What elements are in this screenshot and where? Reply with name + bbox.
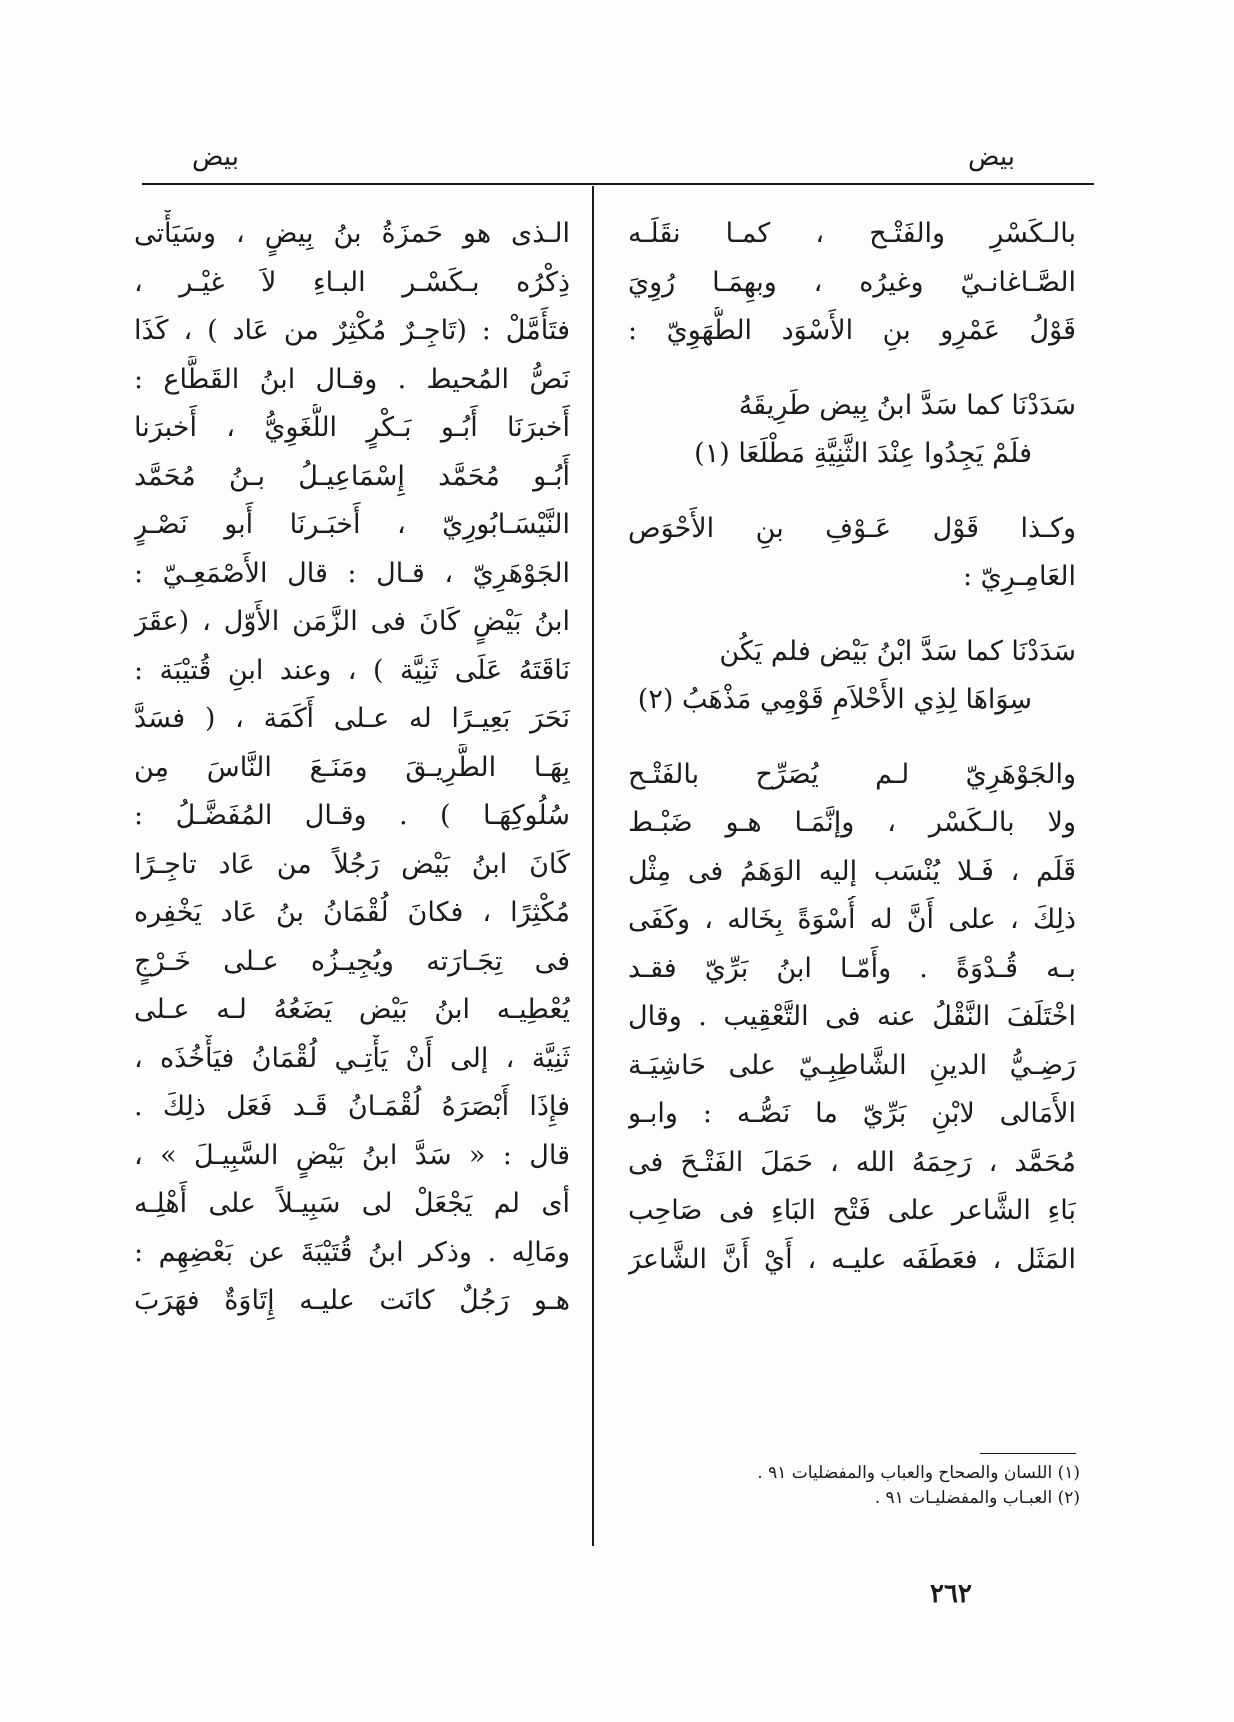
text-line: بالـكَسْرِ والفَتْـح ، كمـا نقَلَـه: [628, 218, 1076, 249]
text-line: العَامِـرِيّ :: [962, 561, 1076, 592]
text-line: نَاقَتَهُ عَلَى ثَنِيَّة ) ، وعند ابنِ قُتيْبَة :: [134, 654, 570, 686]
text-line: الجَوْهَرِيّ ، قـال : قال الأَصْمَعِـيّ :: [134, 557, 570, 589]
text-line: سُلُوكِهَـا ) . وقـال المُفَضَّـلُ :: [134, 800, 570, 831]
footnote: (١) اللسان والصحاح والعباب والمفضليات ٩١ .: [757, 1463, 1080, 1483]
text-line: ومَالِه . وذكر ابنُ قُتَيْبَةَ عن بَعْضِهِم :: [134, 1236, 570, 1268]
text-line: أَبُـو مُحَمَّد إِسْمَاعِيـلُ بـنُ مُحَمَّد: [134, 460, 570, 492]
verse-line: سَدَدْنَا كما سَدَّ ابنُ بِيض طَرِيقَهُ: [738, 389, 1076, 421]
text-line: يُعْطِيـه ابنُ بَيْض يَضَعُهُ لـه عـلى: [134, 994, 570, 1025]
right-column: [628, 210, 1076, 1284]
text-line: ذلِكَ ، على أَنَّ له أُسْوَةً بِخَاله ، وكَفَى: [628, 904, 1076, 935]
text-line: بَاءِ الشَّاعر على فَتْح البَاءِ فى صَاحِب: [628, 1195, 1076, 1226]
text-line: فى تِجَـارَته ويُجِيـزُه عـلى خَـرْجٍ: [134, 945, 570, 977]
text-line: فإِذَا أَبْصَرَهُ لُقْمَـانُ قَـد فَعَل ذلِكَ .: [134, 1091, 570, 1122]
text-line: اخْتَلَفَ النَّقْلُ عنه فى التَّعْقِيب . وقال: [628, 1001, 1076, 1032]
running-header-right: بيض: [968, 142, 1015, 172]
text-line: نَصُّ المُحيط . وقـال ابنُ القَطَّاع :: [134, 363, 570, 395]
spacer: [628, 725, 1076, 751]
footnote-rule: [980, 1453, 1076, 1454]
text-line: قَوْلُ عَمْرِو بنِ الأَسْوَد الطُّهَوِيّ :: [628, 315, 1076, 346]
text-line: مُكْثِرًا ، فكانَ لُقْمَانُ بنُ عَاد يَخْفِره: [134, 897, 570, 928]
text-line: قال : « سَدَّ ابنُ بَيْضٍ السَّبِيـلَ » ،: [134, 1139, 570, 1171]
text-line: الـذى هو حَمزَةُ بنُ بِيضٍ ، وسَيَأْتى: [134, 218, 570, 249]
running-header-left: بيض: [192, 142, 239, 172]
text-line: الصَّـاغانـيّ وغيرُه ، وبهِمَـا رُوِيَ: [628, 266, 1076, 298]
text-line: مُحَمَّد ، رَحِمَهُ الله ، حَمَلَ الفَتْـحَ فى: [628, 1146, 1076, 1178]
text-line: كَانَ ابنُ بَيْض رَجُلاً من عَاد تاجِـرًا: [134, 848, 570, 880]
text-line: النَّيْسَـابُورِيّ ، أَخبَـرنَا أَبو نَصْـرٍ: [134, 509, 570, 540]
left-column: [134, 210, 570, 1326]
text-line: أَخبرَنَا أَبُـو بَـكْرٍ اللُّغَوِيُّ ، أَخبرَنا: [134, 412, 570, 443]
text-line: قَلَم ، فَـلا يُنْسَب إليه الوَهَمُ فى مِثْل: [628, 855, 1076, 887]
footnotes: [757, 1461, 1080, 1511]
text-line: الأَمَالى لابْنِ بَرِّيّ ما نَصُّـه : وابـو: [628, 1098, 1076, 1129]
text-line: ثَنِيَّة ، إلى أَنْ يَأْتِـي لُقْمَانُ فيَأْخُذَه ،: [134, 1042, 570, 1074]
text-line: المَثَل ، فعَطَفَه عليـه ، أَيْ أَنَّ الشَّاعرَ: [628, 1243, 1076, 1275]
text-line: نَحَرَ بَعِيـرًا له عـلى أَكَمَة ، ( فسَدَّ: [134, 703, 570, 734]
page-number: ٢٦٢: [930, 1579, 972, 1609]
text-line: رَضِـيُّ الدينِ الشَّاطِبِـيّ على حَاشِيَـة: [628, 1049, 1076, 1081]
text-line: بِهَـا الطَّرِيـقَ ومَنَـعَ النَّاسَ مِن: [134, 751, 570, 783]
text-line: ابنُ بَيْضٍ كَانَ فى الزَّمَن الأَوّل ، (عقَرَ: [134, 606, 570, 637]
verse-line: سَدَدْنَا كما سَدَّ ابْنُ بَيْض فلم يَكُن: [719, 635, 1076, 667]
column-divider: [592, 186, 594, 1546]
text-line: هـو رَجُلٌ كانَت عليـه إِتَاوَةٌ فهَرَبَ: [134, 1285, 570, 1316]
text-line: ولا بالـكَسْر ، وإنَّمَـا هـو ضَبْـط: [628, 807, 1076, 838]
verse-line: فلَمْ يَجِدُوا عِنْدَ الثَّنِيَّةِ مَطْلَعَا (١): [694, 438, 1032, 469]
text-line: وكـذا قَوْل عَـوْفِ بنِ الأَحْوَص: [628, 512, 1076, 544]
header-rule: [142, 183, 1094, 185]
footnote: (٢) العبـاب والمفضليـات ٩١ .: [874, 1488, 1080, 1508]
text-line: بـه قُـدْوَةً . وأَمّـا ابنُ بَرِّيّ فقـد: [628, 952, 1076, 984]
text-line: أى لم يَجْعَلْ لى سَبِيـلاً على أَهْلِـه: [134, 1188, 570, 1219]
text-line: والجَوْهَرِيّ لـم يُصَرِّح بالفَتْـح: [628, 758, 1076, 790]
verse-line: سِوَاهَا لِذِي الأَحْلاَمِ قَوْمِي مَذْهَبُ (٢): [637, 684, 1032, 715]
spacer: [628, 479, 1076, 505]
text-line: فتَأَمَّلْ : (تَاجِـرٌ مُكْثِرٌ من عَاد ) ، كَذَا: [134, 315, 570, 346]
spacer: [628, 602, 1076, 628]
spacer: [628, 356, 1076, 382]
text-line: ذِكْرُه بـكَسْـر البـاءِ لاَ غيْـر ،: [134, 266, 570, 298]
